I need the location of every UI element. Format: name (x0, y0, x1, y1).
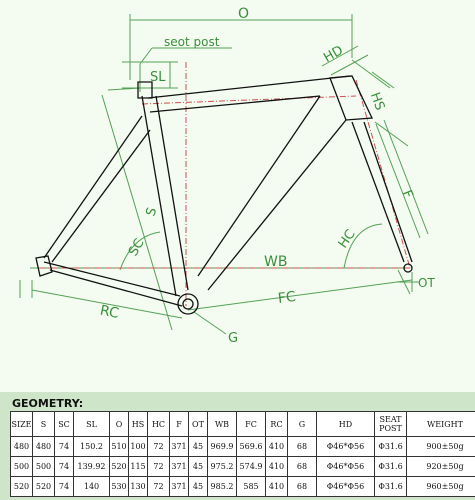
table-cell: 920±50g (407, 457, 475, 477)
table-cell: Φ46*Φ56 (317, 477, 375, 497)
label-s: S (143, 205, 161, 219)
label-seat-post: seot post (164, 35, 220, 49)
table-cell: 530 (110, 477, 129, 497)
table-cell: 985.2 (208, 477, 237, 497)
dimension-lines (20, 14, 428, 334)
table-cell: 410 (266, 437, 288, 457)
table-cell: 150.2 (74, 437, 110, 457)
label-ot: OT (418, 276, 435, 290)
table-cell: 45 (189, 477, 208, 497)
table-cell: 520 (33, 477, 55, 497)
table-header-cell: WB (208, 412, 237, 437)
table-cell: 140 (74, 477, 110, 497)
table-cell: 72 (148, 457, 170, 477)
table-header-cell: HC (148, 412, 170, 437)
table-cell: 520 (11, 477, 33, 497)
table-header-cell: S (33, 412, 55, 437)
table-header-cell: OT (189, 412, 208, 437)
geometry-table (10, 411, 475, 497)
label-f: F (398, 188, 416, 201)
table-header-cell: RC (266, 412, 288, 437)
label-sc: SC (125, 236, 148, 259)
table-header-cell: SIZE (11, 412, 33, 437)
table-header-cell: O (110, 412, 129, 437)
table-header-row (11, 412, 475, 437)
bike-frame (36, 76, 412, 314)
table-cell: 72 (148, 477, 170, 497)
table-cell: 975.2 (208, 457, 237, 477)
table-cell: 130 (129, 477, 148, 497)
label-g: G (228, 331, 239, 346)
label-wb: WB (264, 254, 288, 270)
table-cell: Φ46*Φ56 (317, 437, 375, 457)
table-cell: 74 (55, 437, 74, 457)
table-header-cell: G (288, 412, 317, 437)
table-row (11, 437, 475, 457)
table-body (11, 437, 475, 497)
table-cell: 45 (189, 437, 208, 457)
table-cell: 480 (11, 437, 33, 457)
table-cell: 480 (33, 437, 55, 457)
label-sl: SL (150, 70, 166, 85)
table-row (11, 477, 475, 497)
table-cell: 371 (170, 437, 189, 457)
table-header-cell: F (170, 412, 189, 437)
label-hs: HS (366, 90, 388, 113)
label-o: O (238, 6, 250, 22)
table-header-cell: HS (129, 412, 148, 437)
table-cell: 74 (55, 477, 74, 497)
table-cell: 100 (129, 437, 148, 457)
table-cell: 574.9 (237, 457, 266, 477)
table-cell: 585 (237, 477, 266, 497)
table-cell: 45 (189, 457, 208, 477)
table-cell: 410 (266, 477, 288, 497)
table-cell: Φ31.6 (375, 477, 407, 497)
table-cell: 520 (110, 457, 129, 477)
table-cell: 68 (288, 457, 317, 477)
table-cell: 510 (110, 437, 129, 457)
table-cell: 410 (266, 457, 288, 477)
label-fc: FC (277, 288, 297, 307)
table-header-cell: SL (74, 412, 110, 437)
geometry-title: GEOMETRY: (12, 397, 84, 410)
table-cell: 139.92 (74, 457, 110, 477)
table-cell: 569.6 (237, 437, 266, 457)
table-cell: 500 (11, 457, 33, 477)
table-header-cell: HD (317, 412, 375, 437)
table-header-cell: SEAT POST (375, 412, 407, 437)
table-cell: Φ46*Φ56 (317, 457, 375, 477)
table-header-cell: SC (55, 412, 74, 437)
label-rc: RC (98, 302, 121, 322)
table-cell: 371 (170, 457, 189, 477)
table-cell: 500 (33, 457, 55, 477)
table-cell: 371 (170, 477, 189, 497)
table-cell: Φ31.6 (375, 457, 407, 477)
table-header-cell: WEIGHT (407, 412, 475, 437)
table-cell: 115 (129, 457, 148, 477)
table-cell: 72 (148, 437, 170, 457)
table-cell: 900±50g (407, 437, 475, 457)
table-cell: 969.9 (208, 437, 237, 457)
table-cell: 68 (288, 437, 317, 457)
label-hc: HC (335, 227, 359, 252)
geometry-section (0, 392, 475, 500)
table-cell: 68 (288, 477, 317, 497)
table-row (11, 457, 475, 477)
label-hd: HD (321, 43, 346, 66)
table-header-cell: FC (237, 412, 266, 437)
table-cell: 960±50g (407, 477, 475, 497)
table-cell: Φ31.6 (375, 437, 407, 457)
table-cell: 74 (55, 457, 74, 477)
